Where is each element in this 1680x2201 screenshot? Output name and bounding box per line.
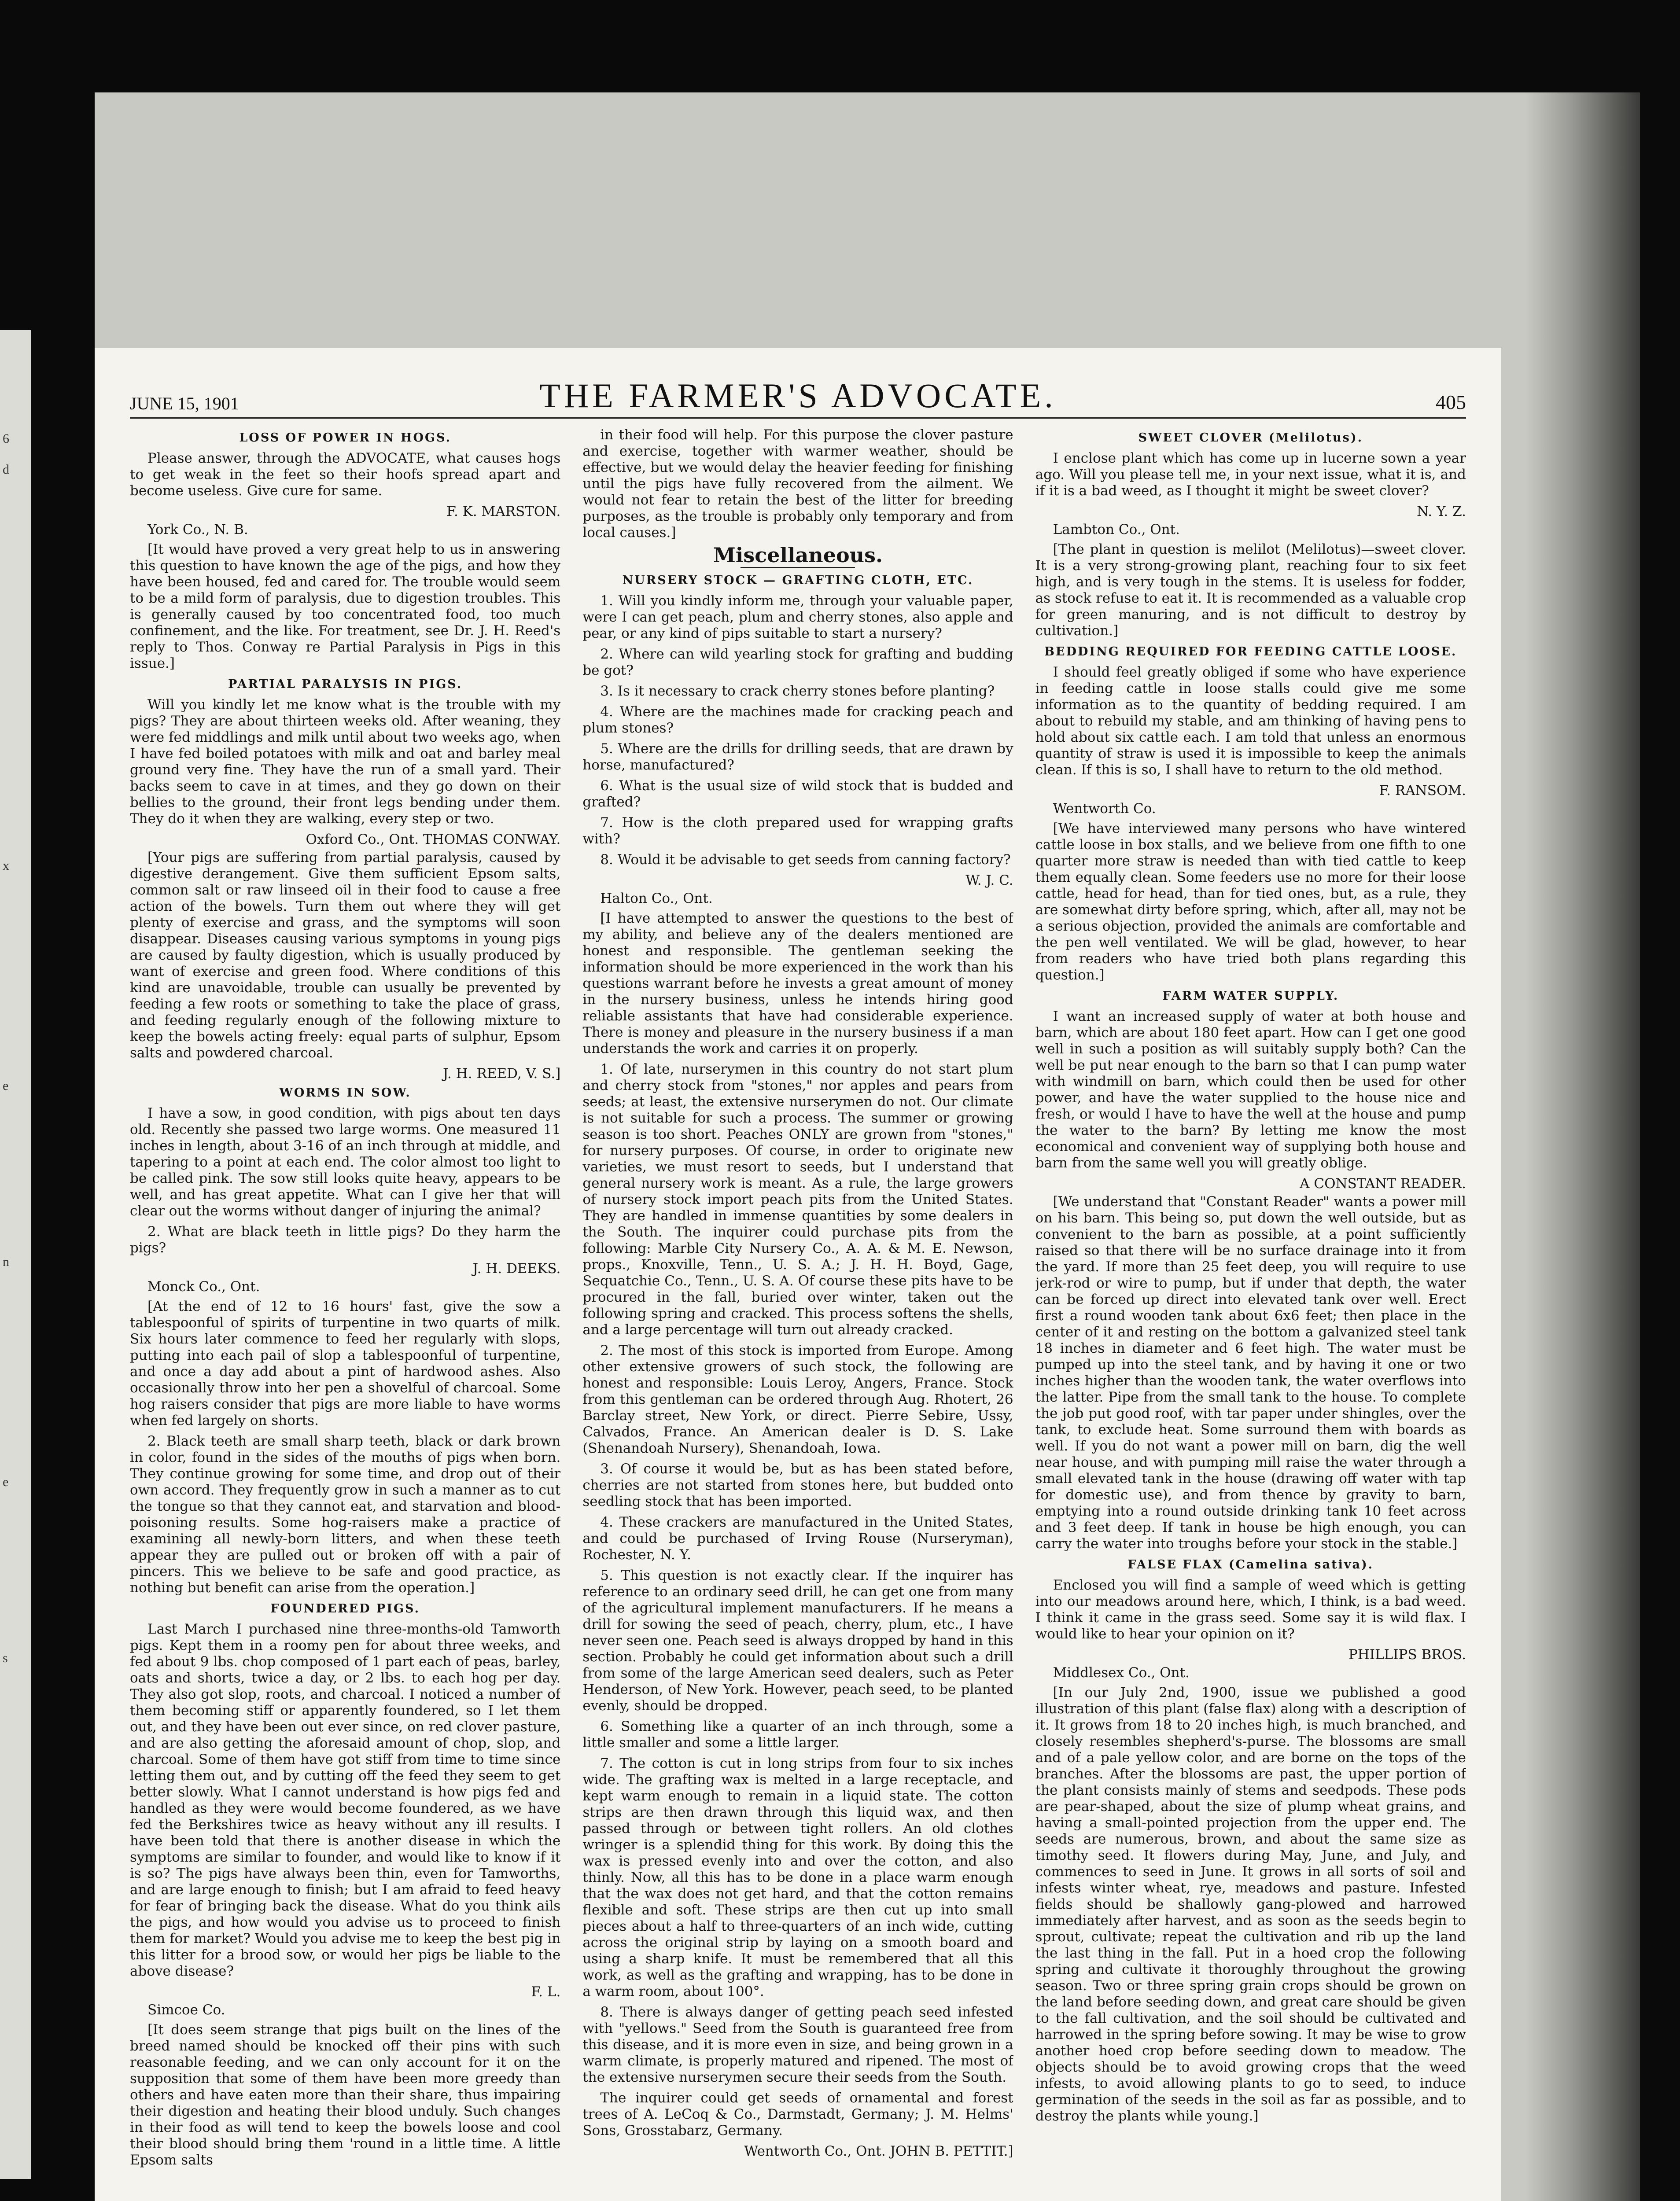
location-line: Halton Co., Ont.: [600, 891, 713, 906]
paragraph: in their food will help. For this purpose the clover pasture and exercise, together with warmer weather, should be effective, but we would delay the heavier feeding for finishing until the pigs have fully recovered from the ailment. We would not fear to retain the best of the litter for breeding purposes, as the trouble is probably only temporary and from local causes.]: [582, 427, 1013, 541]
left-page-fragment: e: [3, 1078, 9, 1093]
paragraph: 4. These crackers are manufactured in the United States, and could be purchased of Irving Rouse (Nurseryman), Rochester, N. Y.: [582, 1514, 1013, 1563]
paragraph: I enclose plant which has come up in lucerne sown a year ago. Will you please tell me, in your next issue, what it is, and if it is a bad weed, as I thought it might be sweet clover?: [1035, 450, 1466, 499]
paragraph: The inquirer could get seeds of ornamental and forest trees of A. LeCoq & Co., Darmstadt, Germany; J. M. Helms' Sons, Grosstabarz, Germany.: [582, 2090, 1013, 2138]
paragraph: [It does seem strange that pigs built on the lines of the breed named should be knocked off their pins with such reasonable feeding, and we can only account for it on the supposition that some of them have been more greedy than others and have eaten more than their share, thus impairing their digestion and heating their blood unduly. Such changes in their food as will tend to keep the bowels loose and cool their blood should bring them 'round in a little time. A little Epsom salts: [130, 2022, 561, 2168]
newspaper-page: [95, 348, 1501, 2201]
section-heading: FARM WATER SUPPLY.: [1162, 989, 1339, 1003]
paragraph: 7. The cotton is cut in long strips from four to six inches wide. The grafting wax is melted in a large receptacle, and kept warm enough to remain in a liquid state. The cotton strips are then drawn through this liquid wax, and then passed through or between tight rollers. An old clothes wringer is a splendid thing for this work. By doing this the wax is pressed evenly into and over the cotton, and also thinly. Now, all this has to be done in a place warm enough that the wax does not get hard, and that the cotton remains flexible and soft. These strips are then cut up into small pieces about a half to three-quarters of an inch wide, cutting across the original strip by laying on a smooth board and using a sharp knife. It must be remembered that all this work, as well as the grafting and wrapping, has to be done in a warm room, about 100°.: [582, 1756, 1013, 1999]
signature: Oxford Co., Ont. THOMAS CONWAY.: [306, 832, 561, 847]
signature: PHILLIPS BROS.: [1348, 1647, 1466, 1663]
paragraph: Will you kindly let me know what is the trouble with my pigs? They are about thirteen weeks old. After weaning, they were fed middlings and milk until about two weeks ago, when I have fed boiled potatoes with milk and oat and barley meal ground very fine. They have the run of a small yard. Their backs seem to cave in at times, and they go down on their bellies to the ground, their front legs bending under them. They do it when they are walking, every step or two.: [130, 697, 561, 827]
signature: A CONSTANT READER.: [1300, 1176, 1466, 1192]
section-heading: FALSE FLAX (Camelina sativa).: [1127, 1558, 1374, 1572]
paragraph: Enclosed you will find a sample of weed which is getting into our meadows around here, which, I think, is a bad weed. I think it came in the grass seed. Some say it is wild flax. I would like to hear your opinion on it?: [1035, 1577, 1466, 1642]
column-2: [582, 427, 1013, 2201]
signature: N. Y. Z.: [1417, 504, 1466, 519]
paragraph: 6. What is the usual size of wild stock that is budded and grafted?: [582, 778, 1013, 810]
left-page-fragment: 6: [3, 431, 9, 446]
paragraph: [We have interviewed many persons who have wintered cattle loose in box stalls, and we believe from one fifth to one quarter more straw is needed than with tied cattle to keep them equally clean. Some feeders use no more for their loose cattle, head for head, than for tied ones, but, as a rule, they are somewhat dirty before spring, which, after all, may not be a serious objection, provided the animals are comfortable and the pen well ventilated. We will be glad, however, to hear from readers who have tried both plans regarding this question.]: [1035, 821, 1466, 983]
paragraph: [We understand that "Constant Reader" wants a power mill on his barn. This being so, put down the well outside, but as convenient to the barn as possible, at a point sufficiently raised so that there will be no surface drainage into it from the yard. If more than 25 feet deep, you will require to use jerk-rod or wire to pump, but if under that depth, the water can be forced up direct into elevated tank over well. Erect first a round wooden tank about 6x6 feet; then place in the center of it and resting on the bottom a galvanized steel tank 18 inches in diameter and 6 feet high. The water must be pumped up into the steel tank, and by having it one or two inches higher than the wooden tank, the water overflows into the latter. Pipe from the small tank to the house. To complete the job put good roof, with tar paper under shingles, over the tank, to exclude heat. Some surround them with boards as well. If you do not want a power mill on barn, dig the well near house, and with pumping mill raise the water through a small elevated tank in the house (drawing off water with tap for domestic use), and from thence by gravity to barn, emptying into a round outside drinking tank 10 feet across and 3 feet deep. If tank in house be high enough, you can carry the water into troughs before your stock in the stable.]: [1035, 1194, 1466, 1552]
issue-date: JUNE 15, 1901: [130, 394, 239, 413]
paragraph: 2. Where can wild yearling stock for grafting and budding be got?: [582, 646, 1013, 678]
paragraph: [It would have proved a very great help to us in answering this question to have known the age of the pigs, and how they have been housed, fed and cared for. The trouble would seem to be a mild form of paralysis, due to digestion troubles. This is generally caused by too concentrated food, too much confinement, and the like. For treatment, see Dr. J. H. Reed's reply to Thos. Conway re Partial Paralysis in Pigs in this issue.]: [130, 541, 561, 671]
paragraph: 1. Of late, nurserymen in this country do not start plum and cherry stock from "stones," nor apples and pears from seeds; at least, the extensive nurserymen do not. Our climate is not suitable for such a process. The summer or growing season is too short. Peaches ONLY are grown from "stones," for nursery purposes. Of course, in order to originate new varieties, we must resort to seeds, but I understand that general nursery work is meant. As a rule, the large growers of nursery stock import peach pits from the United States. They are handled in immense quantities by some dealers in the South. The inquirer could purchase pits from the following: Marble City Nursery Co., A. A. & M. E. Newson, props., Knoxville, Tenn., U. S. A.; J. H. H. Boyd, Gage, Sequatchie Co., Tenn., U. S. A. Of course these pits have to be procured in the fall, buried over winter, taken out the following spring and cracked. This process softens the shells, and a large percentage will turn out already cracked.: [582, 1061, 1013, 1338]
location-line: Lambton Co., Ont.: [1053, 522, 1180, 537]
paragraph: 8. Would it be advisable to get seeds from canning factory?: [600, 852, 1011, 868]
paragraph: [Your pigs are suffering from partial paralysis, caused by digestive derangement. Give them sufficient Epsom salts, common salt or raw linseed oil in their food to cause a free action of the bowels. Turn them out where they will get plenty of exercise and grass, and the symptoms will soon disappear. Diseases causing various symptoms in young pigs are caused by faulty digestion, which is usually produced by want of exercise and green food. Where conditions of this kind are unavoidable, trouble can usually be prevented by feeding a few roots or something to take the place of grass, and feeding regularly enough of the following mixture to keep the bowels acting freely: equal parts of sulphur, Epsom salts and powdered charcoal.: [130, 850, 561, 1061]
page-number: 405: [1436, 391, 1466, 413]
paragraph: [At the end of 12 to 16 hours' fast, give the sow a tablespoonful of spirits of turpentine in two quarts of milk. Six hours later commence to feed her regularly with slops, putting into each pail of slop a tablespoonful of turpentine, and once a day add about a pint of hardwood ashes. Also occasionally throw into her pen a shovelful of charcoal. Some hog raisers consider that pigs are more liable to have worms when fed largely on shorts.: [130, 1299, 561, 1428]
department-heading: Miscellaneous.: [582, 547, 1013, 568]
paragraph: 2. Black teeth are small sharp teeth, black or dark brown in color, found in the sides of the mouths of pigs when born. They continue growing for some time, and drop out of their own accord. They frequently grow in such a manner as to cut the tongue so that they cannot eat, and starvation and blood-poisoning results. Some hog-raisers make a practice of examining all newly-born litters, and when these teeth appear they are pulled out or broken off with a pair of pincers. This we believe to be safe and good practice, as nothing but benefit can arise from the operation.]: [130, 1433, 561, 1596]
column-3: [1035, 427, 1466, 2201]
paragraph: I want an increased supply of water at both house and barn, which are about 180 feet apart. How can I get one good well in such a position as will suitably supply both? Can the well be put near enough to the barn so that I can pump water with windmill on barn, which could then be used for other power, and have the water supplied to the house nice and fresh, or would I have to have the well at the house and pump the water to the barn? By letting me know the most economical and convenient way of supplying both house and barn from the same well you will greatly oblige.: [1035, 1008, 1466, 1171]
paragraph: 3. Is it necessary to crack cherry stones before planting?: [600, 683, 995, 699]
paragraph: I have a sow, in good condition, with pigs about ten days old. Recently she passed two large worms. One measured 11 inches in length, about 3-16 of an inch through at middle, and tapering to a point at each end. The color almost too light to be called pink. The sow still looks quite heavy, appears to be well, and has great appetite. What can I give her that will clear out the worms without danger of injuring the animal?: [130, 1105, 561, 1219]
section-heading: WORMS IN SOW.: [279, 1086, 411, 1100]
section-heading: FOUNDERED PIGS.: [270, 1602, 420, 1616]
section-heading: NURSERY STOCK — GRAFTING CLOTH, ETC.: [622, 574, 974, 587]
paragraph: 7. How is the cloth prepared used for wrapping grafts with?: [582, 815, 1013, 847]
paragraph: [I have attempted to answer the questions to the best of my ability, and believe any of the dealers mentioned are honest and responsible. The gentleman seeking the information should be more experienced in the work than his questions warrant before he invests a great amount of money in the nursery business, unless he intends hiring good reliable assistants that have had considerable experience. There is money and pleasure in the nursery business if a man understands the work and carries it on properly.: [582, 910, 1013, 1056]
section-heading: SWEET CLOVER (Melilotus).: [1138, 431, 1363, 445]
signature: J. H. REED, V. S.]: [443, 1066, 561, 1082]
paragraph: 4. Where are the machines made for cracking peach and plum stones?: [582, 704, 1013, 736]
left-page-fragment: x: [3, 858, 9, 873]
header-rule: [130, 417, 1466, 419]
left-page-fragment: s: [3, 1651, 8, 1665]
paragraph: 2. The most of this stock is imported from Europe. Among other extensive growers of such stock, the following are honest and responsible: Louis Leroy, Angers, France. Stock from this gentleman can be ordered through Aug. Rhotert, 26 Barclay street, New York, or direct. Pierre Sebire, Ussy, Calvados, France. An American dealer is D. S. Lake (Shenandoah Nursery), Shenandoah, Iowa.: [582, 1343, 1013, 1456]
paragraph: 3. Of course it would be, but as has been stated before, cherries are not started from stones here, but budded onto seedling stock that has been imported.: [582, 1461, 1013, 1509]
location-line: Wentworth Co.: [1053, 801, 1156, 817]
page-header: [130, 374, 1466, 414]
signature: F. L.: [531, 1984, 561, 2000]
signature: W. J. C.: [965, 872, 1013, 888]
left-page-fragment: e: [3, 1475, 9, 1489]
paragraph: Last March I purchased nine three-months-old Tamworth pigs. Kept them in a roomy pen for about three weeks, and fed about 9 lbs. chop composed of 1 part each of peas, barley, oats and shorts, twice a day, or 2 lbs. to each hog per day. They also got slop, roots, and charcoal. I noticed a number of them becoming stiff or apparently foundered, so I let them out, and they have been out ever since, on red clover pasture, and are also getting the aforesaid amount of chop, slop, and charcoal. Some of them have got stiff from time to time since letting them out, and by cutting off the feed they seem to get better slowly. What I cannot understand is how pigs fed and handled as they were would become foundered, as we have fed the Berkshires twice as heavy without any ill results. I have been told that there is another disease in which the symptoms are similar to founder, and would like to know if it is so? The pigs have always been thin, even for Tamworths, and are large enough to finish; but I am afraid to feed heavy for fear of bringing back the disease. What do you think ails the pigs, and how would you advise us to proceed to finish them for market? Would you advise me to keep the best pig in this litter for a brood sow, or would her pigs be liable to the above disease?: [130, 1621, 561, 1979]
signature: Wentworth Co., Ont. JOHN B. PETTIT.]: [744, 2143, 1013, 2159]
paragraph: 5. Where are the drills for drilling seeds, that are drawn by horse, manufactured?: [582, 741, 1013, 773]
section-heading: PARTIAL PARALYSIS IN PIGS.: [228, 677, 463, 691]
location-line: Simcoe Co.: [147, 2002, 225, 2018]
section-heading: LOSS OF POWER IN HOGS.: [239, 431, 452, 445]
paragraph: I should feel greatly obliged if some who have experience in feeding cattle in loose stalls could give me some information as to the quantity of bedding required. I am about to rebuild my stable, and am thinking of having pens to hold about six cattle each. I am told that unless an enormous quantity of straw is used it is impossible to keep the animals clean. If this is so, I shall have to return to the old method.: [1035, 664, 1466, 778]
signature: F. K. MARSTON.: [446, 504, 561, 519]
paragraph: 1. Will you kindly inform me, through your valuable paper, were I can get peach, plum and cherry stones, also apple and pear, or any kind of pips suitable to start a nursery?: [582, 593, 1013, 641]
paragraph: Please answer, through the ADVOCATE, what causes hogs to get weak in the feet so their hoofs spread apart and become useless. Give cure for same.: [130, 450, 561, 499]
signature: F. RANSOM.: [1379, 783, 1466, 799]
masthead-title: THE FARMER'S ADVOCATE.: [539, 376, 1057, 415]
adjacent-page-edge: [0, 330, 31, 2179]
left-page-fragment: d: [3, 462, 9, 477]
paragraph: 5. This question is not exactly clear. If the inquirer has reference to an ordinary seed drill, he can get one from many of the agricultural implement manufacturers. If he means a drill for sowing the seed of peach, cherry, plum, etc., I have never seen one. Peach seed is always dropped by hand in this section. Probably he could get information about such a drill from some of the large American seed dealers, such as Peter Henderson, of New York. However, peach seed, to be planted evenly, should be dropped.: [582, 1568, 1013, 1714]
location-line: Monck Co., Ont.: [147, 1279, 260, 1295]
section-heading: BEDDING REQUIRED FOR FEEDING CATTLE LOOSE.: [1044, 645, 1457, 659]
left-page-fragment: n: [3, 1255, 9, 1269]
column-1: [130, 427, 560, 2201]
paragraph: 8. There is always danger of getting peach seed infested with "yellows." Seed from the South is guaranteed free from this disease, and it is more even in size, and being grown in a warm climate, is properly matured and ripened. The most of the extensive nurserymen secure their seeds from the South.: [582, 2004, 1013, 2085]
paragraph: 6. Something like a quarter of an inch through, some a little smaller and some a little larger.: [582, 1719, 1013, 1751]
location-line: Middlesex Co., Ont.: [1053, 1665, 1190, 1681]
text-columns: [130, 427, 1466, 2201]
paragraph: [In our July 2nd, 1900, issue we published a good illustration of this plant (false flax) along with a description of it. It grows from 18 to 20 inches high, is much branched, and closely resembles shepherd's-purse. The blossoms are small and of a pale yellow color, and are borne on the tops of the branches. After the blossoms are past, the upper portion of the plant consists mainly of stems and seedpods. These pods are pear-shaped, about the size of plump wheat grains, and having a small-pointed projection from the upper end. The seeds are numerous, brown, and about the same size as timothy seed. It flowers during May, June, and July, and commences to seed in June. It grows in all sorts of soil and infests winter wheat, rye, meadows and pasture. Infested fields should be shallowly gang-plowed and harrowed immediately after harvest, and as soon as the seeds begin to sprout, cultivate; repeat the cultivation and rib up the land the last thing in the fall. Put in a hoed crop the following spring and cultivate it thoroughly throughout the growing season. Two or three spring grain crops should be grown on the land before seeding down, and great care should be given to the fall cultivation, and the soil should be cultivated and harrowed in the spring before sowing. It may be wise to grow another hoed crop before seeding down to meadow. The objects should be to avoid growing crops that the weed infests, to avoid allowing plants to go to seed, to induce germination of the seeds in the soil as far as possible, and to destroy the plants while young.]: [1035, 1685, 1466, 2124]
location-line: York Co., N. B.: [147, 522, 248, 537]
paragraph: [The plant in question is melilot (Melilotus)—sweet clover. It is a very strong-growing plant, reaching four to six feet high, and is very tough in the stems. It is useless for fodder, as stock refuse to eat it. It is recommended as a valuable crop for green manuring, and is not difficult to destroy by cultivation.]: [1035, 541, 1466, 639]
paragraph: 2. What are black teeth in little pigs? Do they harm the pigs?: [130, 1224, 561, 1256]
signature: J. H. DEEKS.: [472, 1261, 561, 1277]
